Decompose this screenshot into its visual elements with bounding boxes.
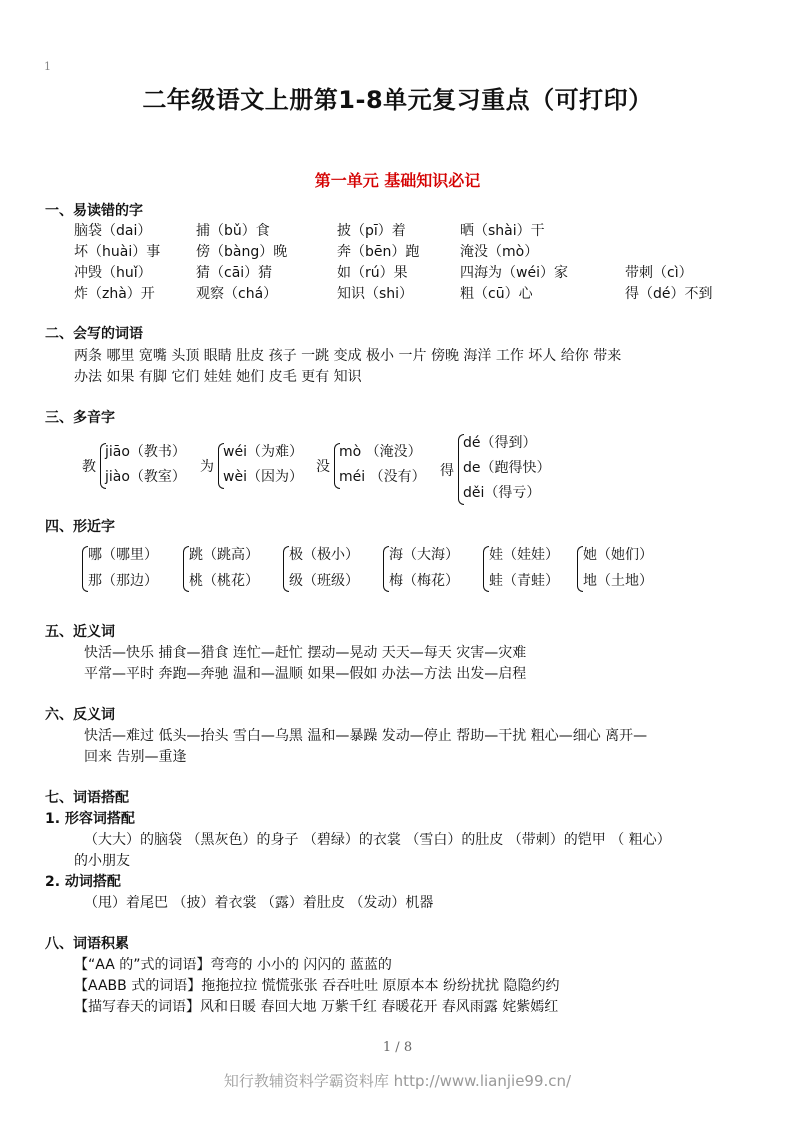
section-7-sub-1-line-1: （大大）的脑袋 （黑灰色）的身子 （碧绿）的衣裳 （雪白）的肚皮 （带刺）的铠甲 （ 粗心） [84, 832, 671, 848]
polyphone-reading: jiào（教室） [105, 469, 186, 485]
similar-char: 娃（娃娃） [489, 547, 559, 563]
section-7-heading: 七、词语搭配 [45, 790, 129, 806]
corner-mark: 1 [44, 60, 51, 73]
polyphone-reading: méi （没有） [339, 469, 426, 485]
misread-word: 坏（huài）事 [74, 244, 161, 260]
section-7-sub-1: 1. 形容词搭配 [45, 811, 135, 827]
section-7-sub-2: 2. 动词搭配 [45, 874, 121, 890]
section-7-sub-2-line-1: （甩）着尾巴 （披）着衣裳 （露）着肚皮 （发动）机器 [84, 895, 434, 911]
similar-char: 哪（哪里） [88, 547, 158, 563]
similar-char: 海（大海） [389, 547, 459, 563]
misread-word: 晒（shài）干 [460, 223, 545, 239]
section-5-line-2: 平常—平时 奔跑—奔驰 温和—温顺 如果—假如 办法—方法 出发—启程 [84, 666, 527, 682]
section-3-heading: 三、多音字 [45, 410, 115, 426]
unit-title: 第一单元 基础知识必记 [314, 171, 481, 190]
misread-word: 冲毁（huǐ） [74, 265, 152, 281]
misread-word: 傍（bàng）晚 [196, 244, 288, 260]
misread-word: 知识（shi） [337, 286, 414, 302]
section-2-line-2: 办法 如果 有脚 它们 娃娃 她们 皮毛 更有 知识 [74, 369, 362, 385]
section-6-heading: 六、反义词 [45, 707, 115, 723]
misread-word: 粗（cū）心 [460, 286, 533, 302]
misread-word: 捕（bǔ）食 [196, 223, 270, 239]
similar-char: 蛙（青蛙） [489, 573, 559, 589]
page-number: 1 / 8 [382, 1040, 413, 1055]
section-5-heading: 五、近义词 [45, 624, 115, 640]
misread-word: 带刺（cì） [625, 265, 693, 281]
misread-word: 观察（chá） [196, 286, 278, 302]
misread-word: 猜（cāi）猜 [196, 265, 273, 281]
similar-char: 那（那边） [88, 573, 158, 589]
misread-word: 脑袋（dai） [74, 223, 152, 239]
misread-word: 淹没（mò） [460, 244, 539, 260]
polyphone-reading: mò （淹没） [339, 444, 422, 460]
polyphone-reading: wèi（因为） [223, 469, 303, 485]
similar-char: 极（极小） [289, 547, 359, 563]
polyphone-reading: děi（得亏） [463, 485, 541, 501]
section-8-line-2: 【AABB 式的词语】拖拖拉拉 慌慌张张 吞吞吐吐 原原本本 纷纷扰扰 隐隐约约 [74, 978, 560, 994]
section-7-sub-1-line-2: 的小朋友 [74, 853, 130, 869]
polyphone-char: 为 [200, 459, 214, 475]
footer-watermark: 知行教辅资料学霸资料库 http://www.lianjie99.cn/ [223, 1072, 572, 1090]
polyphone-reading: wéi（为难） [223, 444, 303, 460]
similar-char: 她（她们） [583, 547, 653, 563]
section-2-heading: 二、会写的词语 [45, 326, 143, 342]
polyphone-char: 教 [82, 459, 96, 475]
section-8-heading: 八、词语积累 [45, 936, 129, 952]
polyphone-char: 得 [440, 462, 454, 479]
section-2-line-1: 两条 哪里 宽嘴 头顶 眼睛 肚皮 孩子 一跳 变成 极小 一片 傍晚 海洋 工作 坏人 给你 带来 [74, 348, 622, 364]
similar-char: 地（土地） [583, 573, 653, 589]
section-4-heading: 四、形近字 [45, 519, 115, 535]
section-1-heading: 一、易读错的字 [45, 203, 143, 219]
misread-word: 四海为（wéi）家 [460, 265, 568, 281]
polyphone-char: 没 [316, 459, 330, 475]
similar-char: 跳（跳高） [189, 547, 259, 563]
similar-char: 桃（桃花） [189, 573, 259, 589]
page-title: 二年级语文上册第1-8单元复习重点（可打印） [142, 86, 653, 114]
similar-char: 梅（梅花） [389, 573, 459, 589]
misread-word: 炸（zhà）开 [74, 286, 155, 302]
section-6-line-2: 回来 告别—重逢 [84, 749, 187, 765]
misread-word: 如（rú）果 [337, 265, 408, 281]
polyphone-reading: de（跑得快） [463, 460, 551, 476]
misread-word: 奔（bēn）跑 [337, 244, 420, 260]
section-8-line-3: 【描写春天的词语】风和日暖 春回大地 万紫千红 春暖花开 春风雨露 姹紫嫣红 [74, 999, 559, 1015]
polyphone-reading: jiāo（教书） [105, 444, 186, 460]
polyphone-reading: dé（得到） [463, 435, 537, 451]
section-8-line-1: 【“AA 的”式的词语】弯弯的 小小的 闪闪的 蓝蓝的 [74, 957, 392, 973]
section-6-line-1: 快活—难过 低头—抬头 雪白—乌黑 温和—暴躁 发动—停止 帮助—干扰 粗心—细心 离开— [84, 728, 648, 744]
misread-word: 得（dé）不到 [625, 286, 713, 302]
similar-char: 级（班级） [289, 573, 359, 589]
misread-word: 披（pī）着 [337, 223, 406, 239]
section-5-line-1: 快活—快乐 捕食—猎食 连忙—赶忙 摆动—晃动 天天—每天 灾害—灾难 [84, 645, 527, 661]
